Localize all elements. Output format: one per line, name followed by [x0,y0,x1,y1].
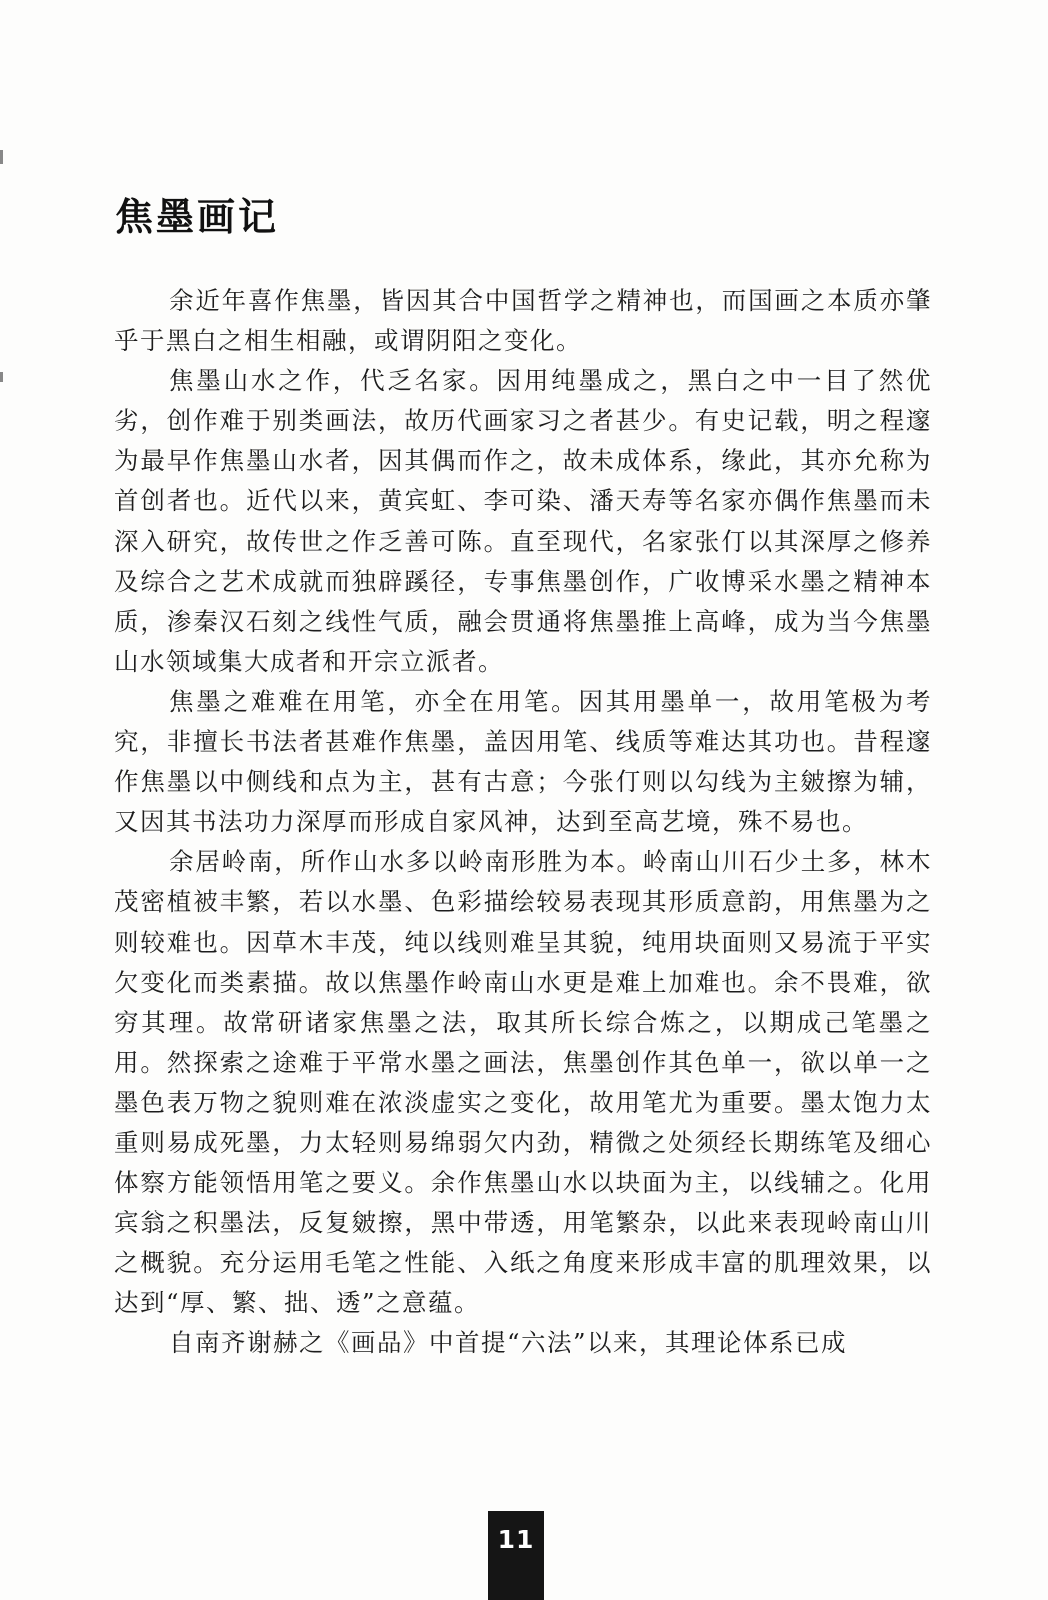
paragraph: 余近年喜作焦墨，皆因其合中国哲学之精神也，而国画之本质亦肇乎于黑白之相生相融，或谓阴阳之变化。 [114,286,932,356]
paragraph: 焦墨山水之作，代乏名家。因用纯墨成之，黑白之中一目了然优劣，创作难于别类画法，故历代画家习之者甚少。有史记载，明之程邃为最早作焦墨山水者，因其偶而作之，故未成体系，缘此，其亦允称为首创者也。近代以来，黄宾虹、李可染、潘天寿等名家亦偶作焦墨而未深入研究，故传世之作乏善可陈。直至现代，名家张仃以其深厚之修养及综合之艺术成就而独辟蹊径，专事焦墨创作，广收博采水墨之精神本质，渗秦汉石刻之线性气质，融会贯通将焦墨推上高峰，成为当今焦墨山水领域集大成者和开宗立派者。 [114,366,932,676]
page-title: 焦墨画记 [115,195,280,239]
paragraph: 自南齐谢赫之《画品》中首提“六法”以来，其理论体系已成 [169,1328,848,1358]
scan-edge-mark [0,150,3,164]
scan-edge-mark [0,372,3,382]
body-text [114,281,932,1364]
paragraph: 焦墨之难难在用笔，亦全在用笔。因其用墨单一，故用笔极为考究，非擅长书法者甚难作焦墨，盖因用笔、线质等难达其功也。昔程邃作焦墨以中侧线和点为主，甚有古意；今张仃则以勾线为主皴擦为辅，又因其书法功力深厚而形成自家风神，达到至高艺境，殊不易也。 [114,686,932,837]
paragraph: 余居岭南，所作山水多以岭南形胜为本。岭南山川石少土多，林木茂密植被丰繁，若以水墨、色彩描绘较易表现其形质意韵，用焦墨为之则较难也。因草木丰茂，纯以线则难呈其貌，纯用块面则又易流于平实欠变化而类素描。故以焦墨作岭南山水更是难上加难也。余不畏难，欲穷其理。故常研诸家焦墨之法，取其所长综合炼之，以期成己笔墨之用。然探索之途难于平常水墨之画法，焦墨创作其色单一，欲以单一之墨色表万物之貌则难在浓淡虚实之变化，故用笔尤为重要。墨太饱力太重则易成死墨，力太轻则易绵弱欠内劲，精微之处须经长期练笔及细心体察方能领悟用笔之要义。余作焦墨山水以块面为主，以线辅之。化用宾翁之积墨法，反复皴擦，黑中带透，用笔繁杂，以此来表现岭南山川之概貌。充分运用毛笔之性能、入纸之角度来形成丰富的肌理效果，以达到“厚、繁、拙、透”之意蕴。 [114,847,932,1318]
page-number: 11 [488,1511,544,1600]
